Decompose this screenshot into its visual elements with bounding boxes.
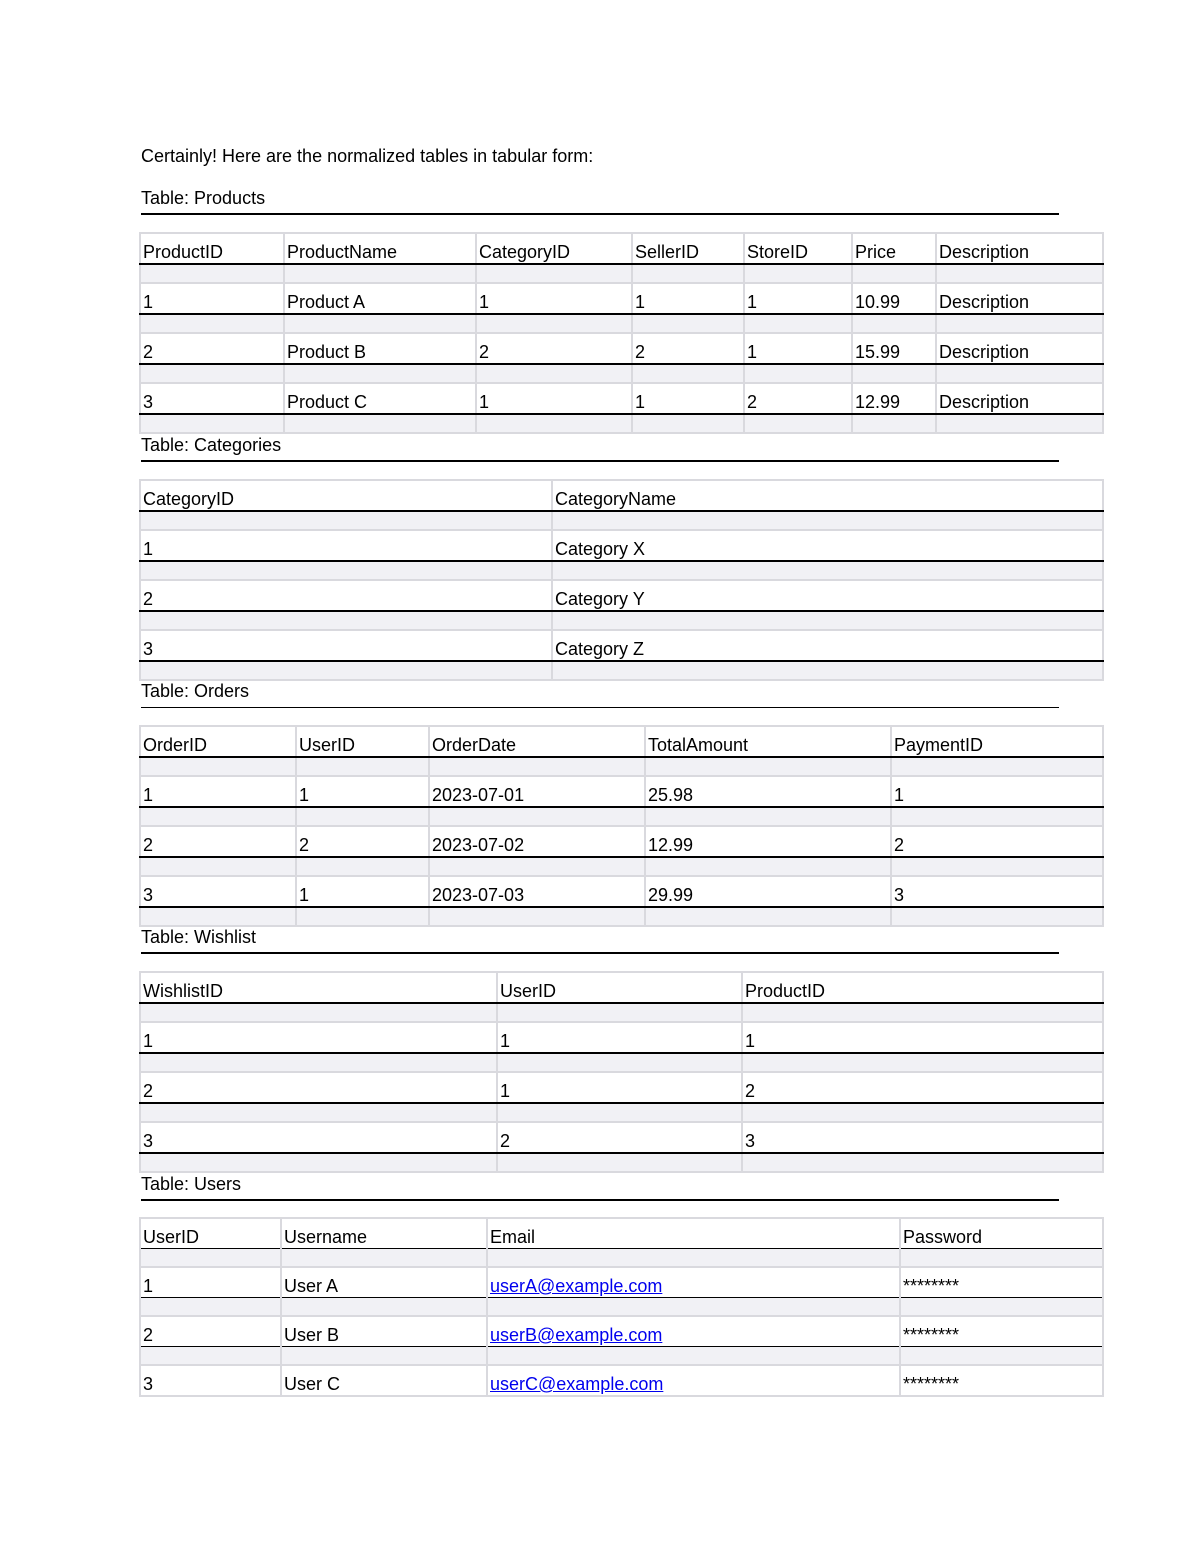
spacer-row [140, 807, 1103, 826]
table-cell: 1 [296, 776, 429, 807]
spacer-row [140, 511, 1103, 530]
products-table [139, 232, 1104, 434]
email-link[interactable]: userC@example.com [490, 1374, 664, 1394]
spacer-row [140, 857, 1103, 876]
table-row [140, 530, 1103, 561]
table-cell: Product A [284, 283, 476, 314]
table-cell: 1 [140, 1022, 497, 1053]
spacer-row [140, 757, 1103, 776]
table-cell: Product B [284, 333, 476, 364]
table-cell: 3 [140, 383, 284, 414]
table-cell: 2 [140, 1316, 281, 1347]
table-cell: 2 [140, 826, 296, 857]
column-header: CategoryID [476, 233, 632, 264]
column-header: TotalAmount [645, 726, 891, 757]
email-link[interactable]: userB@example.com [490, 1325, 663, 1345]
table-cell: 1 [497, 1072, 742, 1103]
table-header-row [140, 972, 1103, 1003]
spacer-row [140, 1103, 1103, 1122]
table-row [140, 1122, 1103, 1153]
table-cell: User C [281, 1365, 487, 1396]
table-cell: 12.99 [852, 383, 936, 414]
table-row [140, 580, 1103, 611]
table-header-row [140, 1218, 1103, 1249]
table-cell: Category Y [552, 580, 1103, 611]
table-cell: 1 [744, 283, 852, 314]
table-header-row [140, 480, 1103, 511]
column-header: WishlistID [140, 972, 497, 1003]
wishlist-table-label: Table: Wishlist [141, 926, 1059, 954]
table-row [140, 333, 1103, 364]
table-cell: 2 [497, 1122, 742, 1153]
column-header: Email [487, 1218, 900, 1249]
table-cell: 2 [140, 1072, 497, 1103]
table-row [140, 1365, 1103, 1396]
spacer-row [140, 661, 1103, 680]
table-cell: 1 [632, 283, 744, 314]
table-row [140, 876, 1103, 907]
table-cell: 3 [140, 630, 552, 661]
spacer-row [140, 414, 1103, 433]
column-header: Username [281, 1218, 487, 1249]
column-header: ProductID [140, 233, 284, 264]
column-header: CategoryName [552, 480, 1103, 511]
table-cell: 2 [296, 826, 429, 857]
column-header: Price [852, 233, 936, 264]
table-cell: Description [936, 383, 1103, 414]
password-cell: ******** [900, 1267, 1103, 1298]
table-cell: 29.99 [645, 876, 891, 907]
table-cell: 2 [742, 1072, 1103, 1103]
column-header: UserID [497, 972, 742, 1003]
column-header: ProductID [742, 972, 1103, 1003]
email-link[interactable]: userA@example.com [490, 1276, 663, 1296]
table-row [140, 826, 1103, 857]
table-cell: 2 [476, 333, 632, 364]
table-cell: 1 [140, 283, 284, 314]
spacer-row [140, 1347, 1103, 1366]
column-header: SellerID [632, 233, 744, 264]
spacer-row [140, 1003, 1103, 1022]
table-cell: 2023-07-02 [429, 826, 645, 857]
table-cell: 3 [742, 1122, 1103, 1153]
column-header: OrderID [140, 726, 296, 757]
table-row [140, 776, 1103, 807]
spacer-row [140, 1298, 1103, 1317]
column-header: PaymentID [891, 726, 1103, 757]
email-cell [487, 1316, 900, 1347]
categories-table [139, 479, 1104, 681]
spacer-row [140, 264, 1103, 283]
categories-table-label: Table: Categories [141, 434, 1059, 462]
table-cell: 3 [140, 1122, 497, 1153]
table-cell: 2 [632, 333, 744, 364]
table-cell: 1 [140, 530, 552, 561]
table-cell: Category Z [552, 630, 1103, 661]
table-cell: 1 [476, 283, 632, 314]
orders-table [139, 725, 1104, 927]
column-header: OrderDate [429, 726, 645, 757]
products-table-label: Table: Products [141, 187, 1059, 215]
table-header-row [140, 726, 1103, 757]
wishlist-table [139, 971, 1104, 1173]
table-cell: 1 [296, 876, 429, 907]
column-header: Description [936, 233, 1103, 264]
table-header-row [140, 233, 1103, 264]
column-header: UserID [296, 726, 429, 757]
table-row [140, 1022, 1103, 1053]
table-cell: Product C [284, 383, 476, 414]
column-header: ProductName [284, 233, 476, 264]
table-cell: User B [281, 1316, 487, 1347]
table-cell: 1 [891, 776, 1103, 807]
column-header: Password [900, 1218, 1103, 1249]
column-header: CategoryID [140, 480, 552, 511]
table-cell: 3 [140, 876, 296, 907]
spacer-row [140, 1153, 1103, 1172]
intro-text: Certainly! Here are the normalized tables in tabular form: [141, 146, 594, 166]
table-cell: 1 [476, 383, 632, 414]
table-cell: 1 [744, 333, 852, 364]
table-cell: 3 [891, 876, 1103, 907]
table-cell: User A [281, 1267, 487, 1298]
table-cell: 25.98 [645, 776, 891, 807]
table-cell: 1 [632, 383, 744, 414]
spacer-row [140, 907, 1103, 926]
table-row [140, 630, 1103, 661]
spacer-row [140, 314, 1103, 333]
table-cell: 1 [140, 1267, 281, 1298]
table-row [140, 283, 1103, 314]
table-cell: 1 [742, 1022, 1103, 1053]
users-table [139, 1217, 1104, 1397]
table-cell: 2023-07-03 [429, 876, 645, 907]
spacer-row [140, 611, 1103, 630]
spacer-row [140, 1249, 1103, 1268]
table-row [140, 1316, 1103, 1347]
table-cell: 2023-07-01 [429, 776, 645, 807]
orders-table-label: Table: Orders [141, 680, 1059, 708]
table-cell: 15.99 [852, 333, 936, 364]
table-cell: 1 [497, 1022, 742, 1053]
table-cell: 12.99 [645, 826, 891, 857]
users-table-label: Table: Users [141, 1173, 1059, 1201]
table-cell: 2 [140, 580, 552, 611]
table-cell: 10.99 [852, 283, 936, 314]
table-cell: 2 [891, 826, 1103, 857]
table-cell: 2 [140, 333, 284, 364]
email-cell [487, 1365, 900, 1396]
table-row [140, 1072, 1103, 1103]
table-row [140, 383, 1103, 414]
column-header: UserID [140, 1218, 281, 1249]
column-header: StoreID [744, 233, 852, 264]
table-cell: Description [936, 333, 1103, 364]
table-cell: 3 [140, 1365, 281, 1396]
password-cell: ******** [900, 1316, 1103, 1347]
table-row [140, 1267, 1103, 1298]
table-cell: Description [936, 283, 1103, 314]
email-cell [487, 1267, 900, 1298]
spacer-row [140, 561, 1103, 580]
table-cell: 1 [140, 776, 296, 807]
spacer-row [140, 364, 1103, 383]
table-cell: 2 [744, 383, 852, 414]
spacer-row [140, 1053, 1103, 1072]
password-cell: ******** [900, 1365, 1103, 1396]
table-cell: Category X [552, 530, 1103, 561]
